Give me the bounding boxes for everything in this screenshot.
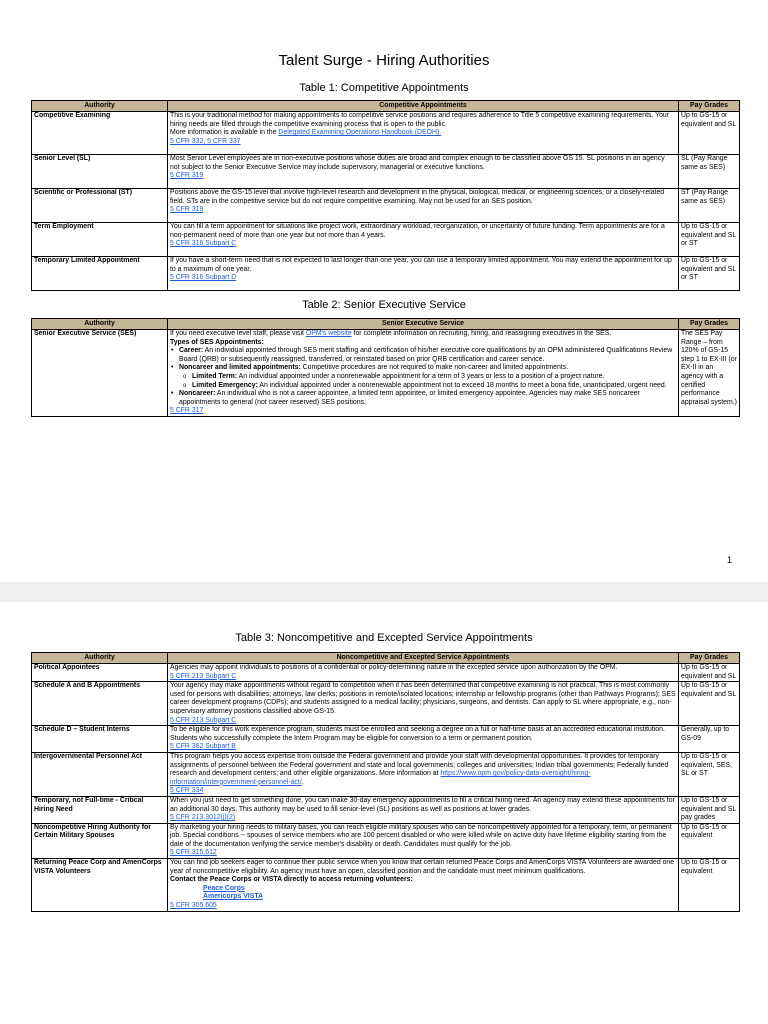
list-item-text: An individual who is not a career appointee, a limited term appointee, or limited emergency appointee. Agencies may make SES noncareer appointments to general (not career reserved) SES positions. [179, 390, 640, 406]
description-text: By marketing your hiring needs to military bases, you can reach eligible military spouses who can be noncompetitively appointed for a temporary, term, or permanent job. Special conditions -- spouses of service members who are 100 percent disabled or who were killed while on active duty have lifetime eligibility starting from the date of the documentation verifying the service member's disability or death. Candidates must qualify for the job. [170, 823, 672, 848]
description-text: Positions above the GS-15 level that involve high-level research and development in the physical, biological, medical, or engineering sciences, or a closely-related field. STs are in the competitive service but do not require competitive examining. May not be used for an SES position. [170, 189, 665, 205]
authority-cell: Senior Level (SL) [32, 155, 168, 189]
cfr-link[interactable]: 5 CFR 305.605 [170, 902, 217, 910]
table-header-row [32, 101, 740, 112]
description-cell [168, 155, 679, 189]
description-text: Your agency may make appointments without regard to competition when it has been determined that competitive examining is not practical. This is most commonly used for persons with disabilities; attorneys, law clerks; positions in remote/isolated locations; internship or fellowship programs (other than Pathways Programs); SES career development programs (CDPs); and students assigned to a medical facility; physicians, surgeons, and dentists. Can apply to SL where appropriate, e.g., non-supervisory attorney positions classified above GS-15. [170, 682, 676, 715]
cfr-separator: , [203, 137, 208, 145]
pay-cell: Generally, up to GS-09 [679, 726, 740, 753]
authority-cell: Schedule D – Student Interns [32, 726, 168, 753]
header-authority: Authority [32, 101, 168, 112]
list-item-label: Limited Term: [192, 372, 238, 380]
list-item-text: Competitive procedures are not required to make non-career and limited appointments. [300, 364, 569, 372]
table2-caption: Table 2: Senior Executive Service [302, 299, 466, 311]
table-noncompetitive-excepted [31, 652, 740, 912]
authority-cell: Temporary Limited Appointment [32, 257, 168, 291]
pay-cell: Up to GS-15 or equivalent and SL or ST [679, 257, 740, 291]
table-row [32, 189, 740, 223]
description-cell [168, 726, 679, 753]
pay-cell: Up to GS-15 or equivalent [679, 859, 740, 912]
table-row [32, 859, 740, 912]
pay-cell: Up to GS-15 or equivalent and SL [679, 664, 740, 682]
description-text: Agencies may appoint individuals to positions of a confidential or policy-determining nature in the excepted service upon authorization by the OPM. [170, 664, 618, 671]
list-item-label: Limited Emergency: [192, 381, 258, 389]
table-row [32, 682, 740, 726]
pay-cell: Up to GS-15 or equivalent and SL [679, 682, 740, 726]
authority-cell: Returning Peace Corp and AmeriCorps VISTA Volunteers [32, 859, 168, 912]
table3-caption: Table 3: Noncompetitive and Excepted Service Appointments [235, 632, 533, 644]
authority-cell: Temporary, not Full-time - Critical Hiring Need [32, 796, 168, 823]
americorps-vista-link[interactable]: Americorps VISTA [203, 893, 263, 901]
cfr-link[interactable]: 5 CFR 213 Subpart C [170, 672, 237, 680]
table-row [32, 155, 740, 189]
description-text: If you have a short-term need that is not expected to last longer than one year, you can use a temporary limited appointment. You may extend the appointment for up to a maximum of one year. [170, 257, 672, 273]
table-header-row [32, 653, 740, 664]
list-item [179, 347, 676, 364]
deoh-link[interactable]: Delegated Examining Operations Handbook (DEOH). [278, 129, 442, 137]
header-pay-grades: Pay Grades [679, 653, 740, 664]
description-text: To be eligible for this work experience program, students must be enrolled and seeking a degree on a full or half-time basis at an accredited educational institution. Students who successfully complete the Intern Program may be eligible for conversion to a term or permanent position. [170, 726, 665, 742]
authority-cell: Senior Executive Service (SES) [32, 330, 168, 417]
cfr-link[interactable]: 5 CFR 213.3012(j)(2) [170, 814, 236, 822]
table-row [32, 796, 740, 823]
cfr-link[interactable]: 5 CFR 316 Subpart D [170, 274, 237, 282]
description-text: You can find job seekers eager to continue their public service when you know that certain returned Peace Corps and AmeriCorps VISTA Volunteers are awarded one year of noncompetitive eligibility. An agency must have an open, classified position and the candidate must meet minimum qualifications. [170, 859, 675, 875]
description-cell [168, 189, 679, 223]
description-text: When you just need to get something done, you can make 30-day emergency appointments to fill a critical hiring need. An agency may extend these appointments for an additional 30 days. This authority may be used to fill senior-level (SL) positions as well as positions at lower grades. [170, 796, 675, 813]
description-cell [168, 223, 679, 257]
description-cell [168, 664, 679, 682]
cfr-link[interactable]: 5 CFR 315.612 [170, 849, 217, 857]
list-item-text: An individual appointed through SES merit staffing and certification of his/her executive core qualifications by an OPM administered Qualifications Review Board (QRB) or subsequently reassigned, transferred, or reinstated based on prior QRB certification and career service. [179, 347, 673, 363]
table-row [32, 257, 740, 291]
description-text: . [301, 778, 304, 786]
table-row [32, 823, 740, 858]
description-cell [168, 859, 679, 912]
header-description: Senior Executive Service [168, 319, 679, 330]
table-row [32, 726, 740, 753]
document-title: Talent Surge - Hiring Authorities [278, 52, 490, 69]
cfr-link[interactable]: 5 CFR 319 [170, 172, 204, 180]
cfr-link[interactable]: 5 CFR 316 Subpart C [170, 240, 237, 248]
pay-cell: SL (Pay Range same as SES) [679, 155, 740, 189]
authority-cell: Intergovernmental Personnel Act [32, 752, 168, 796]
table-row [32, 223, 740, 257]
table1-caption: Table 1: Competitive Appointments [299, 82, 469, 94]
description-cell [168, 682, 679, 726]
list-item [179, 390, 676, 407]
cfr-link[interactable]: 5 CFR 317 [170, 407, 204, 415]
pay-cell: Up to GS-15 or equivalent [679, 823, 740, 858]
description-cell [168, 330, 679, 417]
cfr-link[interactable]: 5 CFR 319 [170, 206, 204, 214]
authority-cell: Competitive Examining [32, 112, 168, 155]
description-text: If you need executive level staff, please visit [170, 330, 306, 337]
pay-cell: Up to GS-15 or equivalent and SL or ST [679, 223, 740, 257]
list-item-text: An individual appointed under a nonrenewable appointment not to exceed 18 months to meet a bona fide, unanticipated, urgent need. [257, 381, 667, 389]
cfr-link[interactable]: 5 CFR 332 [170, 137, 204, 145]
description-cell [168, 823, 679, 858]
header-description: Noncompetitive and Excepted Service Appointments [168, 653, 679, 664]
peace-corps-link[interactable]: Peace Corps [203, 884, 245, 892]
authority-cell: Political Appointees [32, 664, 168, 682]
authority-cell: Noncompetitive Hiring Authority for Certain Military Spouses [32, 823, 168, 858]
types-heading: Types of SES Appointments: [170, 338, 264, 346]
table-row [32, 112, 740, 155]
description-text: You can fill a term appointment for situations like project work, extraordinary workload, reorganization, or uncertainty of future funding. Term appointments are for a non-permanent need of more than one year but not more than 4 years. [170, 223, 665, 239]
header-authority: Authority [32, 319, 168, 330]
list-item-label: Career: [179, 347, 204, 355]
pay-cell: Up to GS-15 or equivalent, SES, SL or ST [679, 752, 740, 796]
pay-cell: ST (Pay Range same as SES) [679, 189, 740, 223]
description-cell [168, 112, 679, 155]
pay-cell: Up to GS-15 or equivalent and SL pay grades [679, 796, 740, 823]
list-item-label: Noncareer and limited appointments: [179, 364, 301, 372]
authority-cell: Term Employment [32, 223, 168, 257]
description-text: Most Senior Level employees are in non-executive positions whose duties are broad and complex enough to be classified above GS 15. SL positions in an agency not subject to the Senior Executive Service may include supervisory, managerial or executive functions. [170, 155, 665, 171]
list-item [179, 364, 676, 390]
description-text: More information is available in the [170, 129, 279, 137]
cfr-link[interactable]: 5 CFR 334 [170, 787, 204, 795]
description-text: for complete information on recruiting, hiring, and reassigning executives in the SES. [351, 330, 612, 337]
description-text: This program helps you access expertise from outside the Federal government and provide your staff with developmental opportunities. It provides for temporary assignments of personnel between the Federal government and state and local governments; colleges and universities; Indian tribal governments; Federally funded research and development centers; and other eligible organizations. More information at [170, 752, 669, 778]
sub-list [179, 373, 676, 390]
list-item [192, 373, 676, 382]
ipa-info-link[interactable]: https://www.opm.gov/policy-data-oversight/hiring-information/intergovernment-personnel-act/ [170, 770, 591, 786]
cfr-link[interactable]: 5 CFR 337 [207, 137, 241, 145]
cfr-link[interactable]: 5 CFR 213 Subpart C [170, 716, 237, 724]
table-senior-executive-service [31, 318, 740, 417]
description-text: This is your traditional method for making appointments to competitive service positions and requires adherence to Title 5 competitive examining requirements. Your hiring needs are filled through the competitive examining process that is open to the public. [170, 112, 670, 128]
description-cell [168, 257, 679, 291]
description-cell [168, 796, 679, 823]
header-pay-grades: Pay Grades [679, 101, 740, 112]
ses-types-list [170, 347, 676, 407]
pay-cell: Up to GS-15 or equivalent and SL [679, 112, 740, 155]
table-header-row [32, 319, 740, 330]
table-competitive-appointments [31, 100, 740, 291]
pay-cell: The SES Pay Range – from 120% of GS-15 step 1 to EX-III (or EX-II in an agency with a certified performance appraisal system.) [679, 330, 740, 417]
contact-text: Contact the Peace Corps or VISTA directly to access returning volunteers: [170, 876, 413, 884]
header-authority: Authority [32, 653, 168, 664]
page-number: 1 [726, 555, 732, 565]
page-gap [0, 582, 768, 602]
authority-cell: Schedule A and B Appointments [32, 682, 168, 726]
document-page-2 [0, 602, 768, 1024]
table-row [32, 752, 740, 796]
list-item [192, 382, 676, 391]
header-description: Competitive Appointments [168, 101, 679, 112]
table-row [32, 664, 740, 682]
opm-website-link[interactable]: OPM's website [305, 330, 352, 337]
authority-cell: Scientific or Professional (ST) [32, 189, 168, 223]
list-item-text: An individual appointed under a nonrenewable appointment for a term of 3 years or less to a position of a project nature. [237, 372, 605, 380]
header-pay-grades: Pay Grades [679, 319, 740, 330]
description-cell [168, 752, 679, 796]
cfr-link[interactable]: 5 CFR 362 Subpart B [170, 743, 236, 751]
list-item-label: Noncareer: [179, 390, 216, 398]
table-row [32, 330, 740, 417]
